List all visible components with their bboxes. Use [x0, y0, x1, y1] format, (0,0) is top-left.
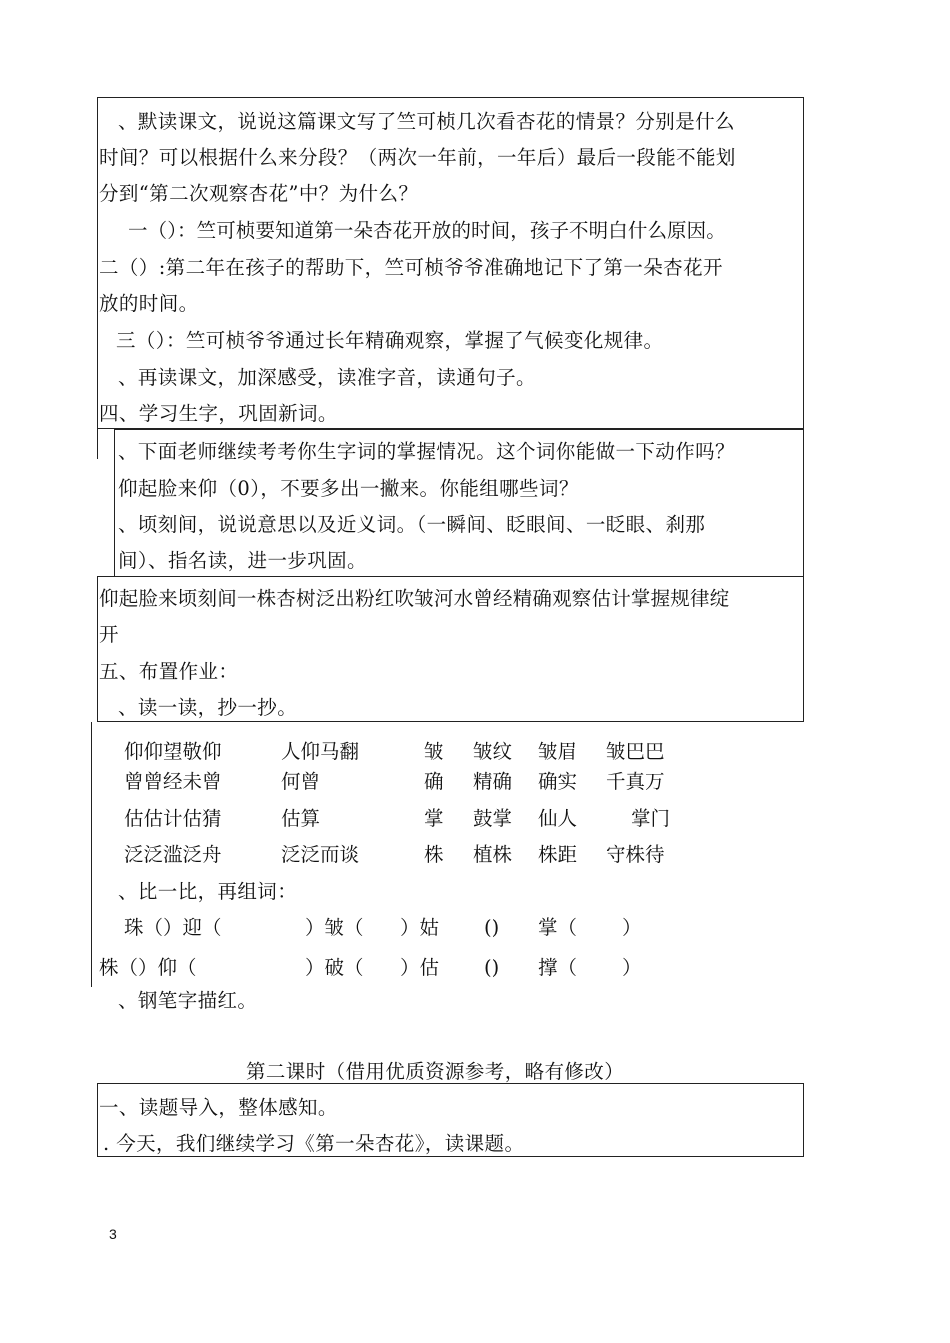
word-cell: 确	[424, 770, 444, 793]
compare-cell: ()	[484, 916, 500, 939]
word-cell: 何曾	[281, 770, 321, 793]
text-line: 间）、指名读，进一步巩固。	[118, 549, 367, 572]
word-cell: 仰仰望敬仰	[124, 740, 222, 763]
text-line: 分到“第二次观察杏花”中？为什么？	[99, 182, 419, 205]
compare-cell: ）皱（	[305, 916, 364, 939]
section-heading: 五、布置作业：	[99, 660, 239, 683]
text-line: 二（）:第二年在孩子的帮助下，竺可桢爷爷准确地记下了第一朵杏花开	[99, 256, 723, 279]
word-cell: 估估计估猜	[124, 807, 222, 830]
word-cell: 掌门	[631, 807, 671, 830]
word-cell: 皱	[424, 740, 444, 763]
left-rule	[97, 429, 98, 459]
word-cell: 守株待	[606, 843, 665, 866]
compare-cell: ()	[484, 956, 500, 979]
word-cell: 植株	[473, 843, 513, 866]
text-line: 仰起脸来仰（0），不要多出一撇来。你能组哪些词？	[118, 477, 579, 500]
text-line: 一（）：竺可桢要知道第一朵杏花开放的时间，孩子不明白什么原因。	[128, 219, 726, 242]
pen-practice: 、钢笔字描红。	[118, 989, 258, 1012]
word-cell: 确实	[538, 770, 578, 793]
word-cell: 仙人	[538, 807, 578, 830]
word-cell: 泛泛而谈	[281, 843, 360, 866]
text-line: 、读一读，抄一抄。	[118, 696, 298, 719]
compare-cell: 掌（	[538, 916, 578, 939]
word-cell: 株距	[538, 843, 578, 866]
word-cell: 皱眉	[538, 740, 578, 763]
word-cell: 泛泛滥泛舟	[124, 843, 222, 866]
word-cell: 掌	[424, 807, 444, 830]
word-cell: 人仰马翻	[281, 740, 360, 763]
word-cell: 精确	[473, 770, 513, 793]
word-cell: 曾曾经未曾	[124, 770, 222, 793]
section-heading: 一、读题导入，整体感知。	[99, 1096, 338, 1119]
text-line: 、再读课文，加深感受，读准字音，读通句子。	[118, 366, 536, 389]
compare-cell: ）	[622, 956, 642, 979]
word-cell: 鼓掌	[473, 807, 513, 830]
word-cell: 估算	[281, 807, 321, 830]
vocab-line: 仰起脸来顷刻间一株杏树泛出粉红吹皱河水曾经精确观察估计掌握规律绽	[99, 587, 730, 610]
word-cell: 皱纹	[473, 740, 513, 763]
compare-cell: 珠（）迎（	[124, 916, 222, 939]
text-line: 时间？可以根据什么来分段？（两次一年前，一年后）最后一段能不能划	[99, 146, 736, 169]
text-line: 三（）：竺可桢爷爷通过长年精确观察，掌握了气候变化规律。	[116, 329, 664, 352]
left-rule	[91, 722, 92, 987]
text-line: 放的时间。	[99, 292, 199, 315]
compare-cell: 株（）仰（	[99, 956, 197, 979]
word-cell: 皱巴巴	[606, 740, 665, 763]
page-number: 3	[109, 1226, 117, 1242]
text-line: 、顷刻间，说说意思以及近义词。（一瞬间、眨眼间、一眨眼、刹那	[118, 513, 706, 536]
text-line: 开	[99, 623, 119, 646]
text-line: 、默读课文，说说这篇课文写了竺可桢几次看杏花的情景？分别是什么	[118, 110, 735, 133]
word-cell: 千真万	[606, 770, 665, 793]
compare-cell: ）	[622, 916, 642, 939]
text-line: . 今天，我们继续学习《第一朵杏花》，读课题。	[103, 1132, 525, 1155]
text-line: 、下面老师继续考考你生字词的掌握情况。这个词你能做一下动作吗？	[118, 440, 735, 463]
compare-cell: ）姑	[400, 916, 440, 939]
compare-cell: ）估	[400, 956, 440, 979]
section-heading: 四、学习生字，巩固新词。	[99, 402, 338, 425]
compare-cell: 撑（	[538, 956, 578, 979]
lesson-title: 第二课时（借用优质资源参考，略有修改）	[246, 1060, 625, 1083]
compare-cell: ）破（	[305, 956, 364, 979]
compare-title: 、比一比，再组词：	[118, 880, 298, 903]
word-cell: 株	[424, 843, 444, 866]
